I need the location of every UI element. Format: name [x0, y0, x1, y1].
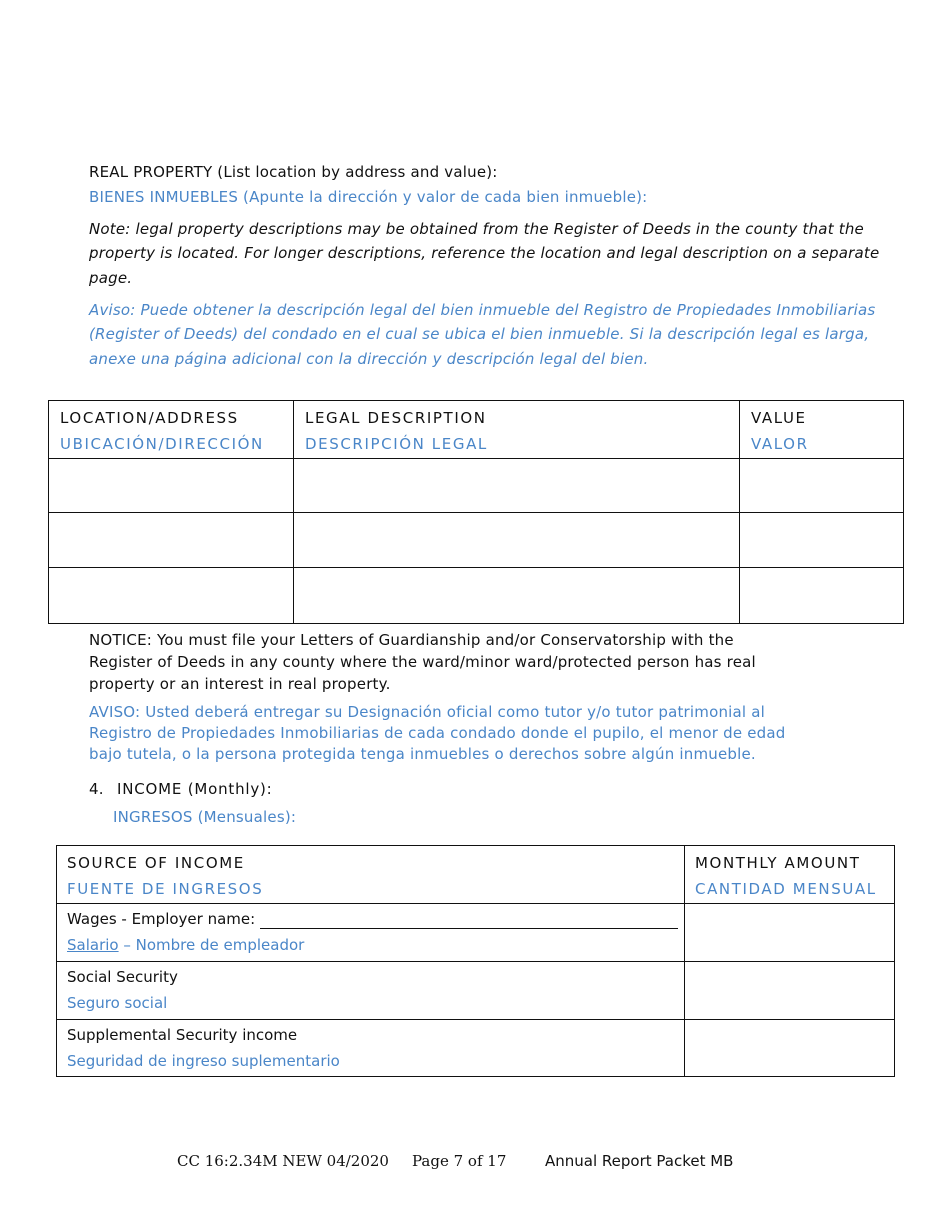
note-line-1: Note: legal property descriptions may be obtained from the Register of Deeds in the county that the — [89, 220, 864, 238]
location-input-cell[interactable] — [49, 513, 294, 568]
notice-line-1: NOTICE: You must file your Letters of Guardianship and/or Conservatorship with the — [89, 631, 734, 649]
header-amount-en: MONTHLY AMOUNT — [695, 854, 861, 872]
header-value-es: VALOR — [751, 435, 809, 453]
location-input-cell[interactable] — [49, 459, 294, 513]
wages-label: Wages - Employer name: — [67, 910, 256, 928]
aviso-notice-line-3: bajo tutela, o la persona protegida tenga inmuebles o derechos sobre algún inmueble. — [89, 745, 756, 763]
wages-label-es: Salario — [67, 936, 119, 954]
footer-form-code: CC 16:2.34M NEW 04/2020 — [177, 1152, 389, 1170]
employer-label-es: – Nombre de empleador — [118, 936, 305, 954]
aviso-line-2: (Register of Deeds) del condado en el cual se ubica el bien inmueble. Si la descripción legal es larga, — [89, 325, 870, 343]
table-row — [57, 962, 895, 1020]
wages-amount-cell[interactable] — [685, 904, 895, 962]
employer-name-field[interactable] — [260, 910, 678, 929]
notice-line-3: property or an interest in real property. — [89, 675, 391, 693]
header-amount-es: CANTIDAD MENSUAL — [695, 880, 877, 898]
header-amount — [685, 846, 895, 904]
value-input-cell[interactable] — [740, 459, 904, 513]
table-row — [49, 568, 904, 624]
header-location-es: UBICACIÓN/DIRECCIÓN — [60, 435, 264, 453]
header-source-es: FUENTE DE INGRESOS — [67, 880, 264, 898]
social-security-label: Social Security — [67, 968, 178, 986]
ssi-label: Supplemental Security income — [67, 1026, 298, 1044]
ssi-amount-cell[interactable] — [685, 1020, 895, 1077]
table-row — [49, 459, 904, 513]
ssi-label-es: Seguridad de ingreso suplementario — [67, 1052, 340, 1070]
social-security-label-es: Seguro social — [67, 994, 168, 1012]
legal-input-cell[interactable] — [294, 513, 740, 568]
legal-input-cell[interactable] — [294, 568, 740, 624]
note-line-3: page. — [89, 269, 133, 287]
footer-packet-name: Annual Report Packet MB — [545, 1152, 734, 1170]
aviso-line-1: Aviso: Puede obtener la descripción legal del bien inmueble del Registro de Propiedades Inmobiliarias — [89, 301, 876, 319]
income-heading: INCOME (Monthly): — [117, 780, 273, 798]
location-input-cell[interactable] — [49, 568, 294, 624]
aviso-notice-line-1: AVISO: Usted deberá entregar su Designación oficial como tutor y/o tutor patrimonial al — [89, 703, 766, 721]
social-security-cell — [57, 962, 685, 1020]
header-value — [740, 401, 904, 459]
income-heading-es: INGRESOS (Mensuales): — [113, 808, 297, 826]
header-location-en: LOCATION/ADDRESS — [60, 409, 239, 427]
real-property-table — [48, 400, 904, 624]
value-input-cell[interactable] — [740, 568, 904, 624]
table-row — [49, 513, 904, 568]
header-source-en: SOURCE OF INCOME — [67, 854, 245, 872]
income-number: 4. — [89, 780, 104, 798]
income-table — [56, 845, 895, 1077]
ssi-cell — [57, 1020, 685, 1077]
header-value-en: VALUE — [751, 409, 807, 427]
table-row — [57, 1020, 895, 1077]
header-legal — [294, 401, 740, 459]
aviso-line-3: anexe una página adicional con la dirección y descripción legal del bien. — [89, 350, 649, 368]
value-input-cell[interactable] — [740, 513, 904, 568]
header-source — [57, 846, 685, 904]
footer-page-number: Page 7 of 17 — [412, 1152, 507, 1170]
wages-cell — [57, 904, 685, 962]
note-line-2: property is located. For longer descriptions, reference the location and legal description on a separate — [89, 244, 880, 262]
legal-input-cell[interactable] — [294, 459, 740, 513]
social-security-amount-cell[interactable] — [685, 962, 895, 1020]
aviso-notice-line-2: Registro de Propiedades Inmobiliarias de cada condado donde el pupilo, el menor de edad — [89, 724, 786, 742]
real-property-heading: REAL PROPERTY (List location by address and value): — [89, 163, 498, 181]
header-legal-en: LEGAL DESCRIPTION — [305, 409, 487, 427]
notice-line-2: Register of Deeds in any county where the ward/minor ward/protected person has real — [89, 653, 756, 671]
table-row — [57, 904, 895, 962]
real-property-heading-es: BIENES INMUEBLES (Apunte la dirección y valor de cada bien inmueble): — [89, 188, 648, 206]
header-location — [49, 401, 294, 459]
header-legal-es: DESCRIPCIÓN LEGAL — [305, 435, 488, 453]
